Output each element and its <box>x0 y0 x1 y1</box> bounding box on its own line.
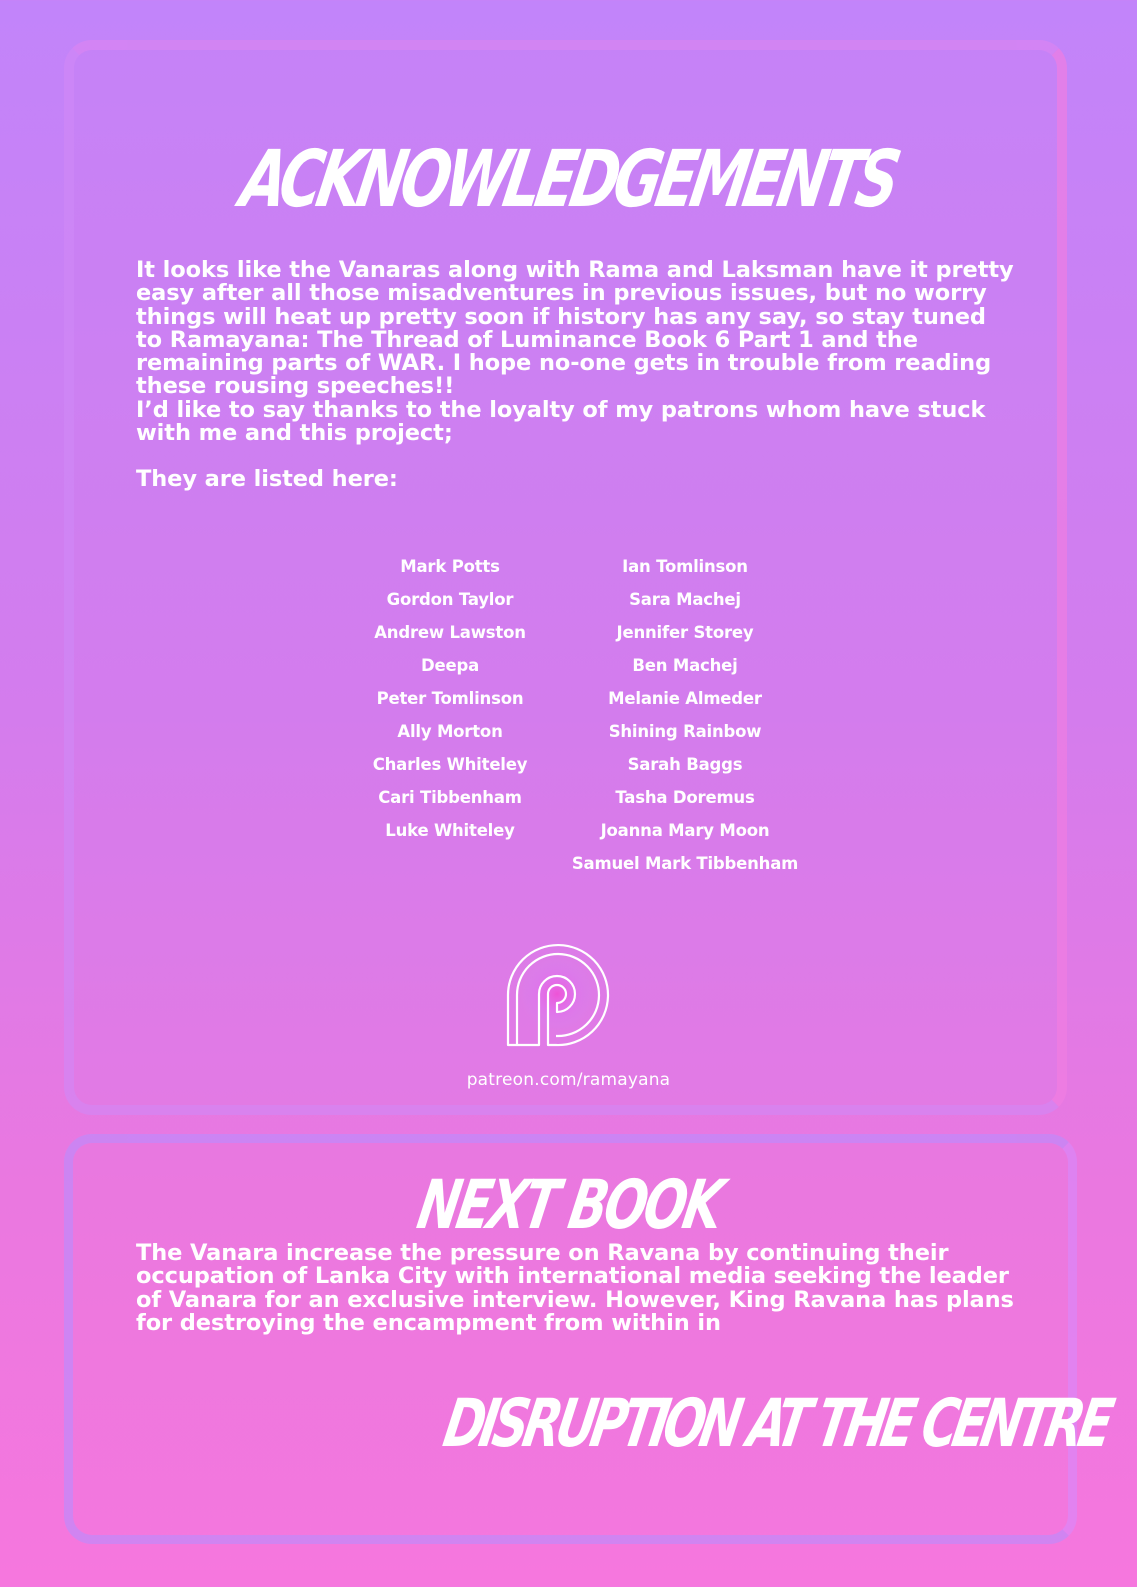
patreon-logo-icon[interactable] <box>504 943 616 1055</box>
next-book-description: The Vanara increase the pressure on Ravana by continuing their occupation of Lanka City with international media seeking the leader of Vanara for an exclusive interview. However, King Ravana has plans for destroying the encampment from within in <box>136 1240 1014 1336</box>
patron-name: Sarah Baggs <box>627 755 743 774</box>
patron-list-right <box>560 550 810 880</box>
patreon-url[interactable]: patreon.com/ramayana <box>466 1070 671 1090</box>
patron-name: Samuel Mark Tibbenham <box>571 854 799 873</box>
patron-name: Deepa <box>420 656 480 675</box>
patron-name: Sara Machej <box>629 590 741 609</box>
patron-name: Peter Tomlinson <box>376 689 524 708</box>
patron-name: Ian Tomlinson <box>622 557 748 576</box>
listed-paragraph: They are listed here: <box>136 466 398 492</box>
patron-name: Melanie Almeder <box>608 689 762 708</box>
patron-name: Ben Machej <box>632 656 738 675</box>
patron-list-left <box>340 550 560 847</box>
patron-name: Andrew Lawston <box>374 623 526 642</box>
intro-paragraph: It looks like the Vanaras along with Rama and Laksman have it pretty easy after all those misadventures in previous issues, but no worry things will heat up pretty soon if history has any say, so stay tuned to Ramayana: The Thread of Luminance Book 6 Part 1 and the remaining parts of WAR. I hope no-one gets in trouble from reading these rousing speeches!! <box>136 257 1014 400</box>
acknowledgements-heading: ACKNOWLEDGEMENTS <box>234 133 903 225</box>
next-book-title: DISRUPTION AT THE CENTRE <box>438 1385 1115 1462</box>
patron-name: Tasha Doremus <box>615 788 755 807</box>
patron-name: Gordon Taylor <box>386 590 514 609</box>
next-book-heading: NEXT BOOK <box>412 1165 727 1245</box>
patron-name: Jennifer Storey <box>616 623 754 642</box>
patron-name: Cari Tibbenham <box>378 788 522 807</box>
patron-name: Charles Whiteley <box>372 755 528 774</box>
patron-name: Ally Morton <box>397 722 503 741</box>
patron-name: Luke Whiteley <box>385 821 515 840</box>
patron-name: Mark Potts <box>400 557 500 576</box>
patron-name: Joanna Mary Moon <box>600 821 770 840</box>
thanks-paragraph: I’d like to say thanks to the loyalty of my patrons whom have stuck with me and this project; <box>136 397 986 447</box>
patron-name: Shining Rainbow <box>608 722 762 741</box>
